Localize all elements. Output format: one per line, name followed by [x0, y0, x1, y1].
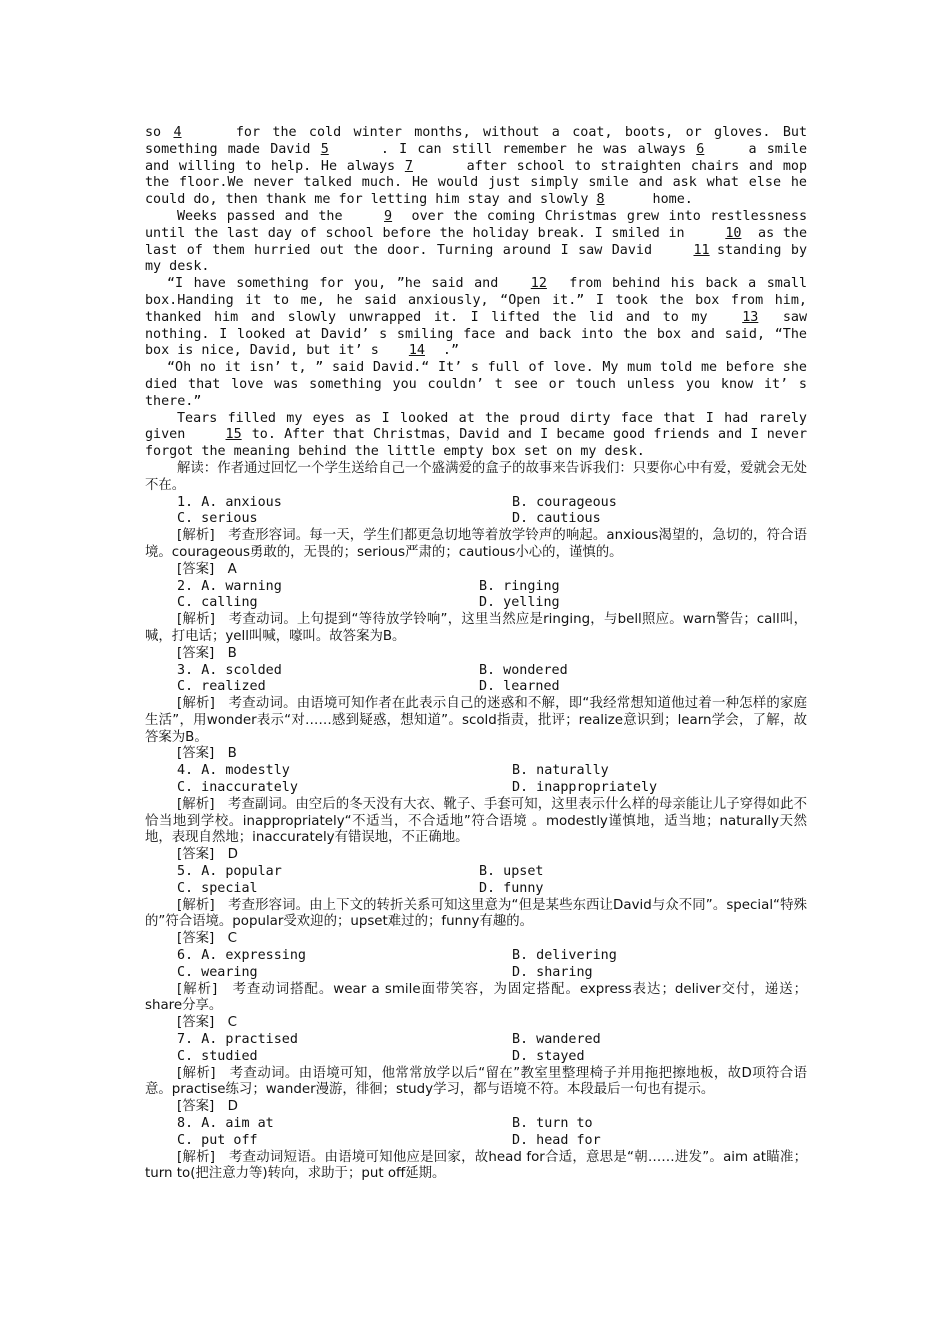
option-a: [177, 763, 512, 780]
option-b: B. ringing: [479, 578, 560, 594]
question-item: [145, 948, 807, 1032]
option-text: A. anxious: [201, 494, 282, 510]
option-d: D. cautious: [512, 511, 601, 527]
option-d: D. inappropriately: [512, 780, 658, 796]
option-text: A. scolded: [201, 662, 282, 678]
option-row: [145, 965, 807, 982]
analysis-text: [解析] 考查动词。由语境可知，他常常放学以后“留在”教室里整理椅子并用拖把擦地板，故D项符合语意。practise练习；wander漫游，徘徊；study学习，都与语境不符。本段最后一句也有提示。: [145, 1065, 807, 1098]
answer-text: [答案] D: [177, 847, 238, 863]
option-text: C. wearing: [177, 964, 258, 980]
option-row: [145, 1049, 807, 1066]
option-text: C. calling: [177, 595, 258, 611]
option-row: [145, 780, 807, 797]
blank-8: 8: [596, 192, 605, 208]
passage-text: Tears filled my eyes as I looked at the proud dirty face that I had rarely given: [145, 410, 807, 443]
option-row: [145, 579, 807, 596]
blank-15: 15: [225, 427, 242, 443]
passage-text: after school to straighten chairs and mop the floor.We never talked much. He would just simply smile and ask what else he could do, then thank me for letting him stay and slowly: [145, 158, 808, 208]
option-d: D. stayed: [512, 1048, 585, 1064]
analysis-text: [解析] 考查动词。上句提到“等待放学铃响”，这里当然应是ringing，与bell照应。warn警告；call叫，喊，打电话；yell叫喊，嚎叫。故答案为B。: [145, 612, 807, 644]
blank-11: 11: [693, 242, 710, 258]
question-number: 8.: [177, 1116, 194, 1132]
analysis-text: [解析] 考查动词搭配。wear a smile面带笑容，为固定搭配。express表达；deliver交付，递送；share分享。: [145, 981, 807, 1014]
question-number: 5.: [177, 864, 194, 880]
analysis-text: [解析] 考查动词短语。由语境可知他应是回家，故head for合适，意思是“朝……进发”。aim at瞄准；turn to(把注意力等)转向，求助于；put off延期。: [145, 1149, 807, 1182]
option-row: [145, 864, 807, 881]
question-item: [145, 495, 807, 579]
option-c: [177, 1133, 512, 1150]
question-item: [145, 864, 807, 948]
answer-text: [答案] B: [177, 645, 237, 661]
answer-text: [答案] B: [177, 746, 237, 762]
option-b: B. wandered: [512, 1032, 601, 1048]
option-text: A. practised: [201, 1032, 298, 1048]
passage-text: standing by my desk.: [145, 242, 808, 275]
question-item: [145, 1032, 807, 1116]
passage-text: . I can still remember he was always: [380, 141, 687, 157]
passage-text: a smile and willing to help. He always: [145, 141, 808, 174]
question-item: [145, 579, 807, 663]
blank-12: 12: [530, 276, 547, 292]
option-b: B. turn to: [512, 1116, 593, 1132]
passage-paragraph-4: [145, 360, 807, 410]
passage-text: something made David: [145, 141, 311, 157]
question-number: 4.: [177, 763, 194, 779]
option-b: B. upset: [479, 864, 544, 880]
passage-paragraph-2: [145, 209, 807, 276]
blank-9: 9: [384, 208, 393, 224]
passage-text: from behind his back a small box.Handing it to me, he said anxiously, “Open it.” I took the box from him, thanked him and slowly unwrapped it. I lifted the lid and to my: [145, 276, 808, 325]
option-b: B. delivering: [512, 948, 617, 964]
option-d: D. sharing: [512, 964, 593, 980]
option-c: [177, 679, 479, 696]
option-c: [177, 1049, 512, 1066]
passage-text: home.: [652, 192, 693, 208]
option-text: C. inaccurately: [177, 780, 298, 796]
option-b: B. wondered: [479, 662, 568, 678]
option-c: [177, 780, 512, 797]
blank-4: 4: [173, 125, 182, 140]
blank-14: 14: [408, 343, 425, 359]
passage-text: over the coming Christmas grew into restlessness until the last day of school before the holiday break. I smiled in: [145, 208, 808, 241]
option-d: D. learned: [479, 679, 560, 695]
option-d: D. funny: [479, 880, 544, 896]
answer-text: [答案] C: [177, 1015, 237, 1031]
passage-text: saw nothing. I looked at David’ s smiling face and back into the box and said, “The box is nice, David, but it’ s: [145, 309, 808, 359]
option-row: [145, 663, 807, 680]
passage-paragraph-5: [145, 411, 807, 461]
passage-text: to. After that Christmas，David and I became good friends and I never forgot the meaning behind the little empty box set on my desk.: [145, 427, 807, 460]
option-a: [177, 1032, 512, 1049]
option-a: [177, 663, 479, 680]
option-a: [177, 948, 512, 965]
question-number: 3.: [177, 662, 194, 678]
option-d: D. yelling: [479, 595, 560, 611]
option-c: [177, 595, 479, 612]
answer-text: [答案] C: [177, 931, 237, 947]
analysis-text: [解析] 考查动词。由语境可知作者在此表示自己的迷惑和不解，即“我经常想知道他过着一种怎样的家庭生活”，用wonder表示“对……感到疑惑，想知道”。scold指责，批评；realize意识到；learn学会，了解，故答案为B。: [145, 696, 807, 745]
passage-text: so: [145, 125, 162, 140]
blank-6: 6: [696, 141, 705, 157]
option-b: B. courageous: [512, 494, 617, 510]
analysis-text: [解析] 考查形容词。由上下文的转折关系可知这里意为“但是某些东西让David与众不同”。special“特殊的”符合语境。popular受欢迎的；upset难过的；funny有趣的。: [145, 897, 807, 930]
passage-text: for the cold winter months, without a coat, boots, or gloves. But: [235, 125, 808, 140]
option-a: [177, 864, 479, 881]
option-c: [177, 511, 512, 528]
option-row: [145, 511, 807, 528]
option-b: B. naturally: [512, 763, 609, 779]
answer-text: [答案] A: [177, 561, 237, 577]
analysis-text: [解析] 考查副词。由空后的冬天没有大衣、靴子、手套可知，这里表示什么样的母亲能让儿子穿得如此不恰当地到学校。inappropriately“不适当，不合适地”符合语境 。modestly谨慎地，适当地；naturally天然地，表现自然地；inaccurately有错误地，不正确地。: [145, 796, 807, 846]
question-number: 2.: [177, 578, 194, 594]
option-d: D. head for: [512, 1132, 601, 1148]
passage-text: as the last of them hurried out the door. Turning around I saw David: [145, 225, 808, 258]
option-a: [177, 495, 512, 512]
option-row: [145, 763, 807, 780]
answer-text: [答案] D: [177, 1099, 238, 1115]
option-row: [145, 948, 807, 965]
option-text: A. modestly: [201, 763, 290, 779]
question-item: [145, 1116, 807, 1183]
passage-text: “I have something for you, ”he said and: [167, 276, 499, 292]
question-number: 6.: [177, 948, 194, 964]
option-row: [145, 881, 807, 898]
option-text: C. studied: [177, 1048, 258, 1064]
question-number: 7.: [177, 1032, 194, 1048]
analysis-text: [解析] 考查形容词。每一天，学生们都更急切地等着放学铃声的响起。anxious渴望的，急切的，符合语境。courageous勇敢的，无畏的；serious严肃的；cautious小心的，谨慎的。: [145, 528, 807, 560]
option-text: C. realized: [177, 679, 266, 695]
question-list: [145, 495, 807, 1184]
question-item: [145, 663, 807, 764]
option-row: [145, 1032, 807, 1049]
option-text: C. put off: [177, 1132, 258, 1148]
blank-10: 10: [725, 225, 742, 241]
option-c: [177, 881, 479, 898]
option-row: [145, 1116, 807, 1133]
option-a: [177, 1116, 512, 1133]
question-item: [145, 763, 807, 864]
passage-paragraph-3: [145, 276, 807, 360]
option-text: A. warning: [201, 578, 282, 594]
blank-7: 7: [404, 158, 413, 174]
blank-5: 5: [320, 141, 329, 157]
option-text: A. popular: [201, 864, 282, 880]
question-number: 1.: [177, 494, 194, 510]
option-text: C. special: [177, 880, 258, 896]
passage-text: Weeks passed and the: [177, 208, 343, 224]
passage-text: “Oh no it isn’ t, ” said David.“ It’ s full of love. My mum told me before she died that love was something you couldn’ t see or touch unless you know it’ s there.”: [145, 360, 807, 409]
option-c: [177, 965, 512, 982]
option-row: [145, 679, 807, 696]
option-row: [145, 495, 807, 512]
passage-paragraph-1: [145, 125, 807, 209]
document-page: [145, 125, 807, 1183]
option-text: A. aim at: [201, 1116, 274, 1132]
option-text: C. serious: [177, 511, 258, 527]
passage-text: .”: [442, 343, 460, 359]
option-row: [145, 595, 807, 612]
reading-note: 解读：作者通过回忆一个学生送给自己一个盛满爱的盒子的故事来告诉我们：只要你心中有爱，爱就会无处不在。: [145, 460, 807, 493]
option-text: A. expressing: [201, 948, 306, 964]
option-a: [177, 579, 479, 596]
blank-13: 13: [742, 309, 759, 325]
option-row: [145, 1133, 807, 1150]
